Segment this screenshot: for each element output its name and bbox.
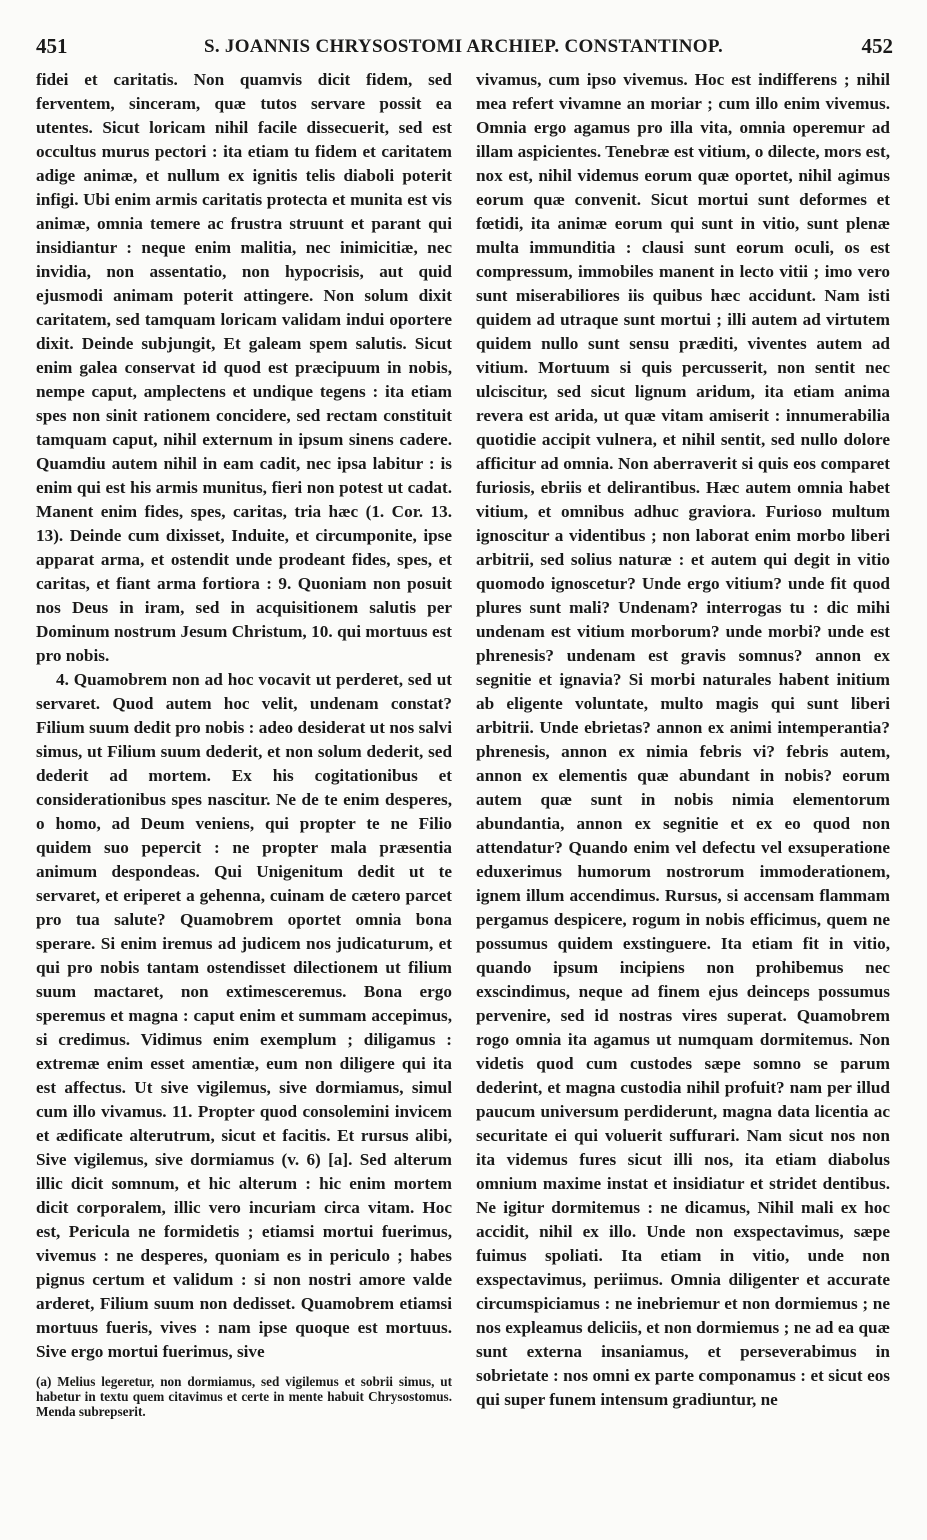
footnote: (a) Melius legeretur, non dormiamus, sed vigilemus et sobrii simus, ut habetur in textu quem citavimus et certe in mente habuit Chrysostomus. Menda subrepserit.	[36, 1374, 452, 1419]
running-header	[30, 30, 897, 64]
page-number-left: 451	[36, 34, 68, 58]
left-paragraph-1: fidei et caritatis. Non quamvis dicit fidem, sed ferventem, sinceram, quæ tutos servare possit ea utentes. Sicut loricam nihil facile dissecuerit, sed est occultus murus pectori : ita etiam tu fidem et caritatem adige animæ, et nullum ex ignitis telis diaboli poterit infigi. Ubi enim armis caritatis protecta et munita est vis animæ, omnia temere ac frustra struunt et parant qui insidiantur : neque enim malitia, nec inimicitiæ, nec invidia, non assentatio, non hypocrisis, aut quid ejusmodi animam poterit attingere. Non solum dixit caritatem, sed tamquam loricam validam indui oportere dixit. Deinde subjungit, Et galeam spem salutis. Sicut enim galea conservat id quod est præcipuum in nobis, nempe caput, amplectens et undique tegens : ita etiam spes non sinit rationem concidere, sed rectam constituit tamquam caput, nihil externum in ipsum sinens cadere. Quamdiu autem nihil in eam cadit, nec ipsa labitur : is enim qui est his armis munitus, fieri non potest ut cadat. Manent enim fides, spes, caritas, tria hæc (1. Cor. 13. 13). Deinde cum dixisset, Induite, et circumponite, ipse apparat arma, et ostendit unde prodeant fides, spes, et caritas, et fiant arma fortiora : 9. Quoniam non posuit nos Deus in iram, sed in acquisitionem salutis per Dominum nostrum Jesum Christum, 10. qui mortuus est pro nobis.	[36, 70, 452, 665]
right-column	[476, 68, 890, 1412]
running-title: S. JOANNIS CHRYSOSTOMI ARCHIEP. CONSTANTINOP.	[203, 36, 724, 57]
right-paragraph-1: vivamus, cum ipso vivemus. Hoc est indifferens ; nihil mea refert vivamne an moriar ; cum illo enim vivemus. Omnia ergo agamus pro illa vita, omnia operemur ad illam aspicientes. Tenebræ est vitium, o dilecte, mors est, nox est, nihil videmus eorum quæ oportet, nihil agimus eorum quæ convenit. Sicut mortui sunt deformes et fœtidi, ita animæ eorum qui sunt in vitio, sunt plenæ multa immunditia : clausi sunt eorum oculi, os est compressum, immobiles manent in lecto vitii ; imo vero sunt miserabiliores iis quibus hæc accidunt. Nam isti quidem ad utraque sunt mortui ; illi autem ad virtutem quidem nullo sunt sensu præditi, viventes autem ad vitium. Mortuum si quis percusserit, non sentit nec ulciscitur, sed sicut lignum aridum, ita etiam anima revera est arida, ut quæ vitam amiserit : innumerabilia quotidie accipit vulnera, et nihil sentit, sed nullo dolore afficitur ad omnia. Non aberraverit si quis eos comparet furiosis, ebriis et delirantibus. Hæc autem omnia habet vitium, et omnibus adhuc graviora. Furioso multum ignoscitur a videntibus ; non laborat enim morbo liberi arbitrii, sed solius naturæ : et autem qui degit in vitio quomodo ignoscetur? Unde ergo vitium? unde fit quod plures sunt mali? Undenam? interrogas tu : dic mihi undenam est vitium morborum? unde morbi? unde est phrenesis? undenam est gravis somnus? annon ex segnitie et ignavia? Si morbi naturales habent initium ab eligente voluntate, multo magis qui sunt liberi arbitrii. Unde ebrietas? annon ex animi intemperantia? phrenesis, annon ex nimia febris vi? febris autem, annon ex elementis quæ abundant in nobis? eorum autem quæ sunt in nobis nimia elementorum abundantia, annon ex segnitie et ex eo quod non attendatur? Quando enim vel defectu vel exsuperatione eduxerimus humorum nostrorum immoderationem, ignem illum accendimus. Rursus, si accensam flammam pergamus despicere, rogum in nobis efficimus, quem ne possumus quidem exstinguere. Ita etiam fit in vitio, quando ipsum incipiens non prohibemus nec exscindimus, neque ad finem ejus deinceps possumus pervenire, sed id nostras vires superat. Quamobrem rogo omnia ita agamus ut numquam dormitemus. Non videtis quod cum custodes sæpe somno se parum dederint, et magna custodia nihil profuit? nam per illud paucum universum perdiderunt, magna data licentia ac securitate ei qui voluerit suffurari. Nam sicut nos non ita videmus fures sicut illi nos, ita etiam diabolus omnium maxime instat et insidiatur et stridet dentibus. Ne igitur dormitemus : ne dicamus, Nihil mali ex hoc accidit, nihil ex illo. Unde non exspectavimus, sæpe fuimus spoliati. Ita etiam in vitio, unde non exspectavimus, periimus. Omnia diligenter et accurate circumspiciamus : ne inebriemur et non dormiemus ; ne nos expleamus deliciis, et non dormiemus ; ne ad ea quæ sunt externa insaniamus, et perseverabimus in sobrietate : nos omni ex parte componamus : et sicut eos qui super funem intensum gradiuntur, ne	[476, 70, 890, 1409]
page-number-right: 452	[861, 34, 893, 58]
left-paragraph-2: 4. Quamobrem non ad hoc vocavit ut perderet, sed ut servaret. Quod autem hoc velit, undenam constat? Filium suum dedit pro nobis : adeo desiderat ut nos salvi simus, ut Filium suum dederit, et non solum dederit, sed dederit ad mortem. Ex his cogitationibus et considerationibus spes nascitur. Ne de te enim desperes, o homo, ad Deum veniens, qui propter te ne Filio quidem suo pepercit : ne propter mala præsentia animum despondeas. Qui Unigenitum dedit ut te servaret, et eriperet a gehenna, cuinam de cætero parcet pro tua salute? Quamobrem oportet omnia bona sperare. Si enim iremus ad judicem nos judicaturum, et qui pro nobis tantam ostendisset dilectionem ut filium suum mactaret, non extimesceremus. Bona ergo speremus et magna : caput enim et summam accepimus, si credimus. Vidimus enim exemplum ; diligamus : extremæ enim esset amentiæ, eum non diligere qui ita est affectus. Ut sive vigilemus, sive dormiamus, simul cum illo vivamus. 11. Propter quod consolemini invicem et ædificate alterutrum, sicut et facitis. Et rursus alibi, Sive vigilemus, sive dormiamus (v. 6) [a]. Sed alterum illic dicit somnum, et hic alterum : hic enim mortem dicit corporalem, illic vero incuriam circa vitam. Hoc est, Pericula ne formidetis ; etiamsi mortui fuerimus, vivemus : ne desperes, quoniam es in periculo ; habes pignus certum et validum : si non nostri amore valde arderet, Filium suum non dedisset. Quamobrem etiamsi mortuus fueris, vives : nam ipse quoque est mortuus. Sive ergo mortui fuerimus, sive	[36, 670, 452, 1361]
left-column	[36, 68, 452, 1419]
